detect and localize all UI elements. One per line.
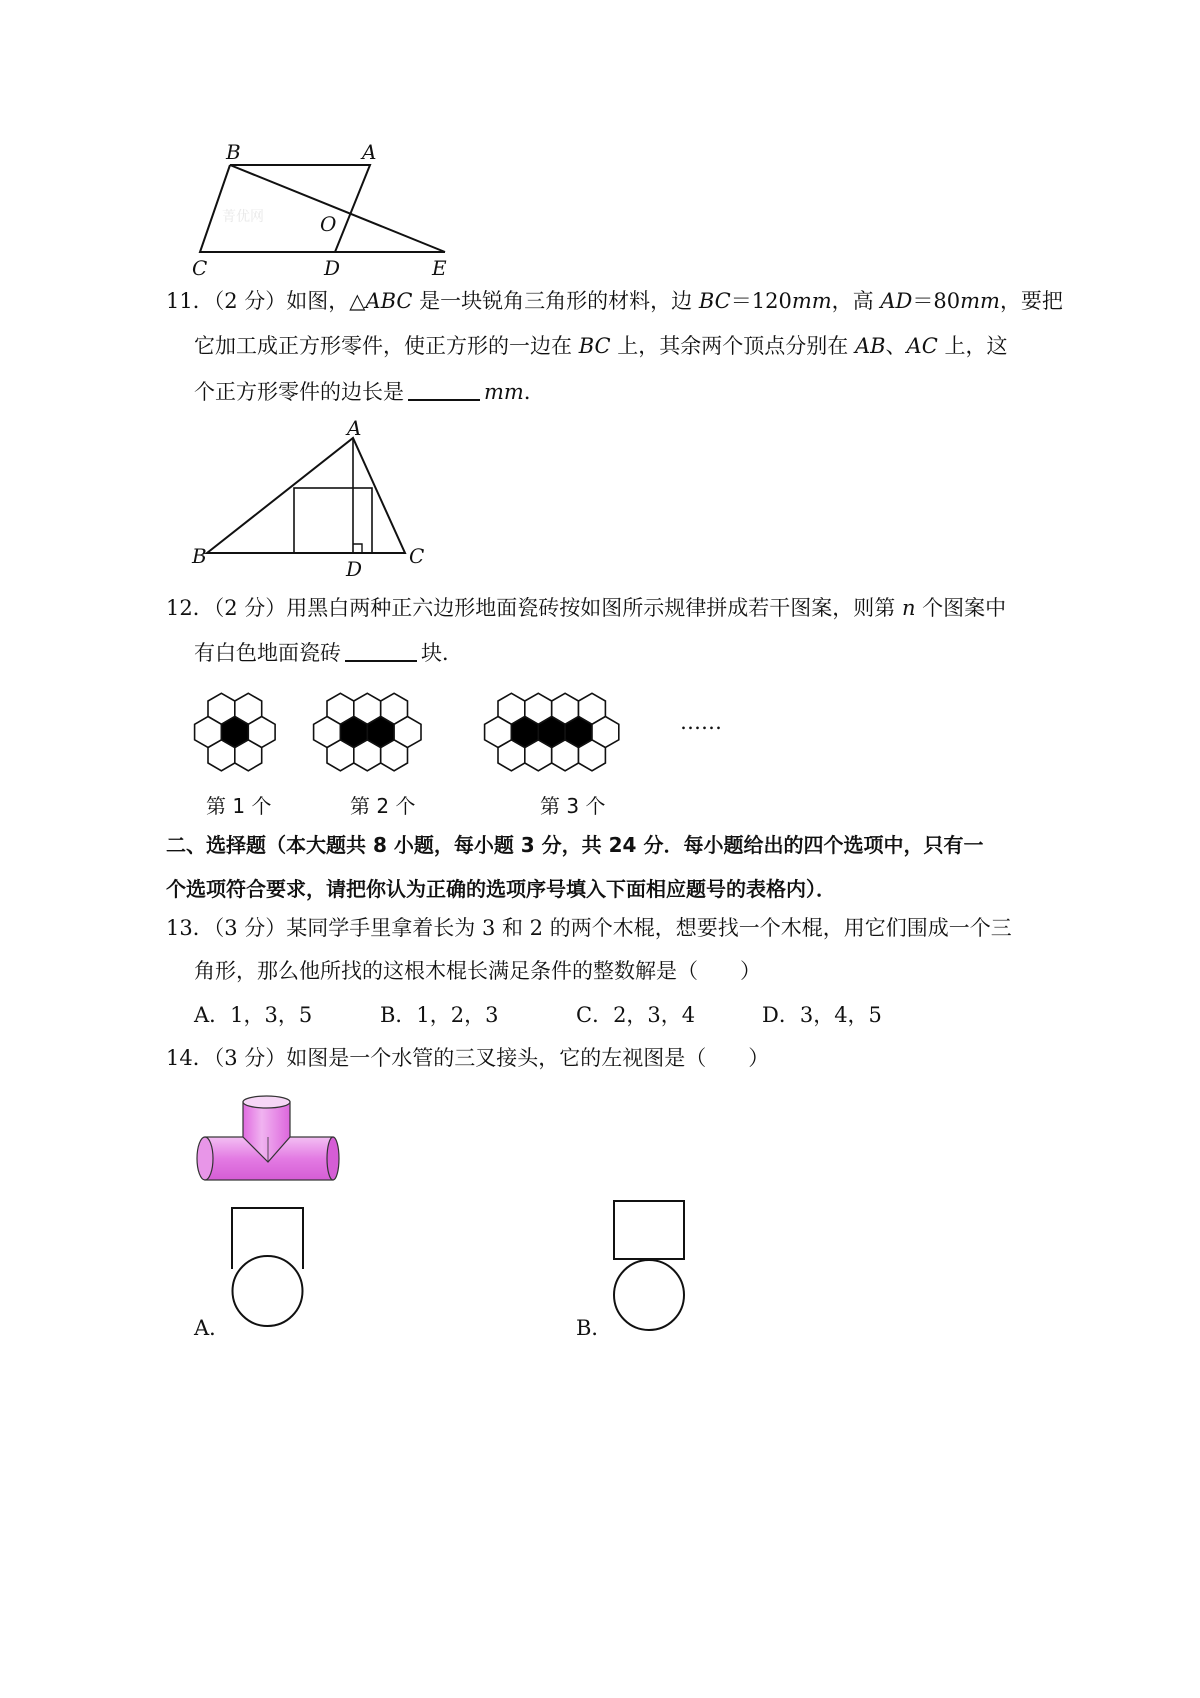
hex-tile-black	[340, 717, 367, 748]
hex-tile-white	[485, 717, 512, 748]
label-B: B	[226, 140, 241, 164]
q11-line1: 11．（2 分）如图，△ABC 是一块锐角三角形的材料，边 BC＝120mm，高 AD＝80mm，要把	[166, 289, 1063, 313]
q13-line2: 角形，那么他所找的这根木棍长满足条件的整数解是（ ）	[194, 959, 761, 983]
hex-tile-black	[511, 717, 538, 748]
q13-line1: 13．（3 分）某同学手里拿着长为 3 和 2 的两个木棍，想要找一个木棍，用它们围成一个三	[166, 916, 1012, 940]
q11-line2: 它加工成正方形零件，使正方形的一边在 BC 上，其余两个顶点分别在 AB、AC 上，这	[194, 334, 1008, 358]
q12-answer-blank[interactable]	[345, 640, 417, 662]
q12-score: （2 分）	[213, 596, 287, 620]
section2-line1: 二、选择题（本大题共 8 小题，每小题 3 分，共 24 分．每小题给出的四个选项中，只有一	[166, 833, 984, 857]
pipe-tee-figure	[190, 1090, 350, 1190]
label-A: A	[362, 140, 377, 164]
q11-number: 11．	[166, 289, 214, 313]
q14-line1: 14．（3 分）如图是一个水管的三叉接头，它的左视图是（ ）	[166, 1046, 770, 1070]
hex-ellipsis: ……	[680, 710, 722, 734]
option-a-figure	[225, 1205, 310, 1335]
hex-tile-black	[538, 717, 565, 748]
label-D: D	[324, 256, 341, 280]
tri-label-C: C	[409, 544, 425, 568]
q13-option-a[interactable]: A．1，3，5	[194, 1003, 313, 1027]
q11-answer-blank[interactable]	[408, 379, 480, 401]
q13-score: （3 分）	[213, 916, 287, 940]
caption-1: 第 1 个	[206, 794, 272, 818]
triangle-figure	[190, 418, 440, 578]
q11-score: （2 分）	[213, 289, 287, 313]
q11-line3: 个正方形零件的边长是 mm．	[194, 380, 545, 404]
hex-tile-white	[592, 717, 619, 748]
q13-number: 13．	[166, 916, 214, 940]
hex-tile-white	[248, 717, 275, 748]
hex-tile-white	[195, 717, 222, 748]
hex-tile-black	[367, 717, 394, 748]
q13-option-c[interactable]: C．2，3，4	[576, 1003, 696, 1027]
q14-option-a[interactable]: A．	[194, 1316, 231, 1340]
watermark: 菁优网	[222, 209, 264, 225]
hexagon-patterns	[180, 680, 740, 790]
q14-score: （3 分）	[213, 1046, 287, 1070]
caption-2: 第 2 个	[350, 794, 416, 818]
q13-option-d[interactable]: D．3，4，5	[762, 1003, 882, 1027]
q14-number: 14．	[166, 1046, 214, 1070]
tri-label-B: B	[192, 544, 207, 568]
hex-tile-black	[565, 717, 592, 748]
section2-line2: 个选项符合要求，请把你认为正确的选项序号填入下面相应题号的表格内）．	[166, 877, 836, 901]
hex-tile-white	[314, 717, 341, 748]
label-C: C	[192, 256, 208, 280]
hex-tile-white	[394, 717, 421, 748]
caption-3: 第 3 个	[540, 794, 606, 818]
q14-option-b[interactable]: B．	[576, 1316, 613, 1340]
q12-line1: 12．（2 分）用黑白两种正六边形地面瓷砖按如图所示规律拼成若干图案，则第 n 个图案中	[166, 596, 1007, 620]
q13-option-b[interactable]: B．1，2，3	[380, 1003, 499, 1027]
option-b-figure	[610, 1198, 690, 1338]
tri-label-A: A	[347, 416, 362, 440]
label-E: E	[432, 256, 447, 280]
q12-line2: 有白色地面瓷砖 块．	[194, 641, 463, 665]
label-O: O	[320, 212, 337, 236]
q12-number: 12．	[166, 596, 214, 620]
hex-tile-black	[221, 717, 248, 748]
tri-label-D: D	[346, 557, 363, 581]
